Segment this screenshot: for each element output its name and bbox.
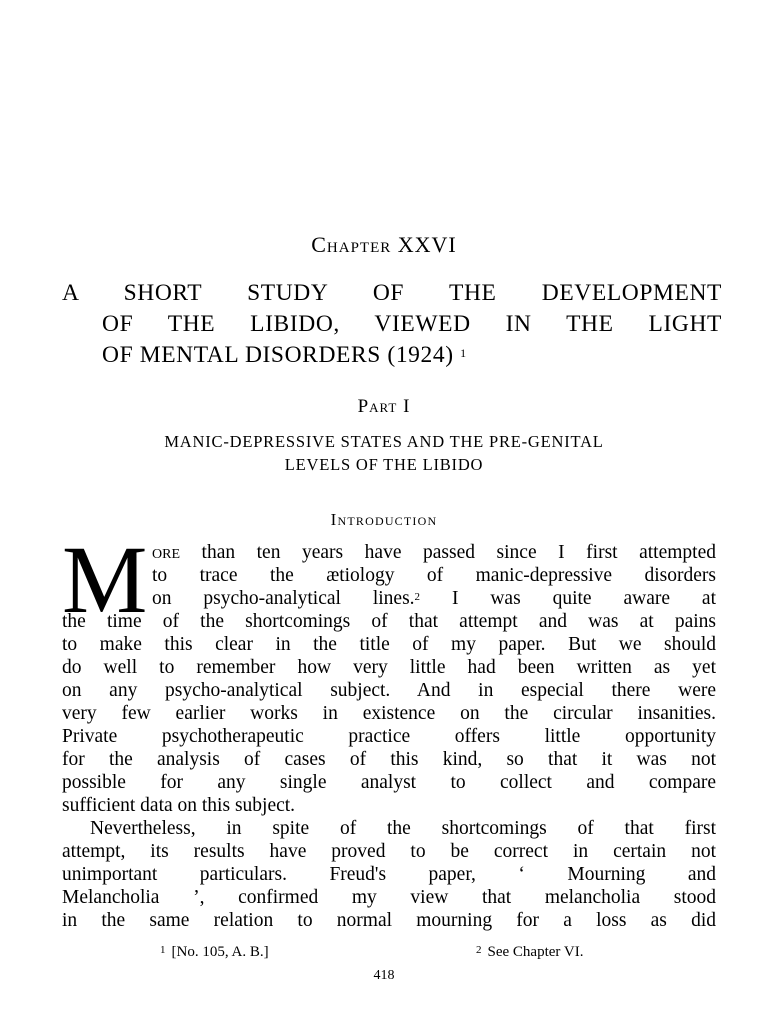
title-footnote-ref: 1 (460, 346, 467, 360)
body-text (62, 526, 716, 932)
part-heading (0, 396, 768, 418)
title-line-2: OF THE LIBIDO, VIEWED IN THE LIGHT (102, 311, 722, 337)
footnote-1-text: [No. 105, A. B.] (171, 944, 269, 960)
body-line: the time of the shortcomings of that attempt and was at pains (62, 611, 716, 632)
page-number: 418 (373, 968, 395, 983)
footnote-2-number: 2 (476, 944, 482, 956)
chapter-heading (0, 232, 768, 258)
body-line: do well to remember how very little had been written as yet (62, 657, 716, 678)
title-line-3-text: OF MENTAL DISORDERS (1924) (102, 342, 454, 368)
chapter-title (62, 278, 722, 371)
body-line: Private psychotherapeutic practice offers little opportunity (62, 726, 716, 747)
body-line: to make this clear in the title of my paper. But we should (62, 634, 716, 655)
part-numeral: I (403, 396, 411, 417)
body-line (62, 541, 716, 564)
body-footnote-ref: 2 (414, 591, 421, 603)
subtitle-line-1: MANIC-DEPRESSIVE STATES AND THE PRE-GENITAL (164, 432, 604, 451)
body-line: to trace the ætiology of manic-depressive disorders (152, 565, 716, 586)
footnote-2-text: See Chapter VI. (487, 944, 584, 960)
body-line: unimportant particulars. Freud's paper, ‘ Mourning and (62, 864, 716, 885)
footnote-1-number: 1 (160, 944, 166, 956)
body-line: Nevertheless, in spite of the shortcomings of that first (90, 818, 716, 839)
body-line: on any psycho-analytical subject. And in especial there were (62, 680, 716, 701)
section-heading: Introduction (330, 510, 438, 529)
body-line-1-rest: than ten years have passed since I first attempted (180, 542, 716, 563)
body-line: for the analysis of cases of this kind, so that it was not (62, 749, 716, 770)
body-line: very few earlier works in existence on the circular insanities. (62, 703, 716, 724)
body-line: attempt, its results have proved to be correct in certain not (62, 841, 716, 862)
body-line: sufficient data on this subject. (62, 795, 296, 816)
first-word-small-caps: ore (152, 542, 180, 563)
chapter-word: Chapter (311, 232, 392, 257)
title-line-3 (62, 340, 722, 371)
drop-cap: M (62, 526, 148, 633)
body-line-3-b: I was quite aware at (420, 588, 716, 609)
body-line: Melancholia ’, confirmed my view that melancholia stood (62, 887, 716, 908)
footnote-2 (476, 944, 583, 961)
title-line-1: A SHORT STUDY OF THE DEVELOPMENT (62, 280, 722, 306)
body-line: in the same relation to normal mourning for a loss as did (62, 910, 716, 931)
footnote-1 (160, 944, 269, 961)
body-line (62, 587, 716, 610)
part-subtitle (60, 430, 708, 476)
part-word: Part (357, 396, 398, 417)
body-line: possible for any single analyst to collect and compare (62, 772, 716, 793)
chapter-numeral: XXVI (397, 232, 457, 257)
body-line-3-a: on psycho-analytical lines. (152, 588, 415, 609)
subtitle-line-2: LEVELS OF THE LIBIDO (284, 455, 484, 474)
